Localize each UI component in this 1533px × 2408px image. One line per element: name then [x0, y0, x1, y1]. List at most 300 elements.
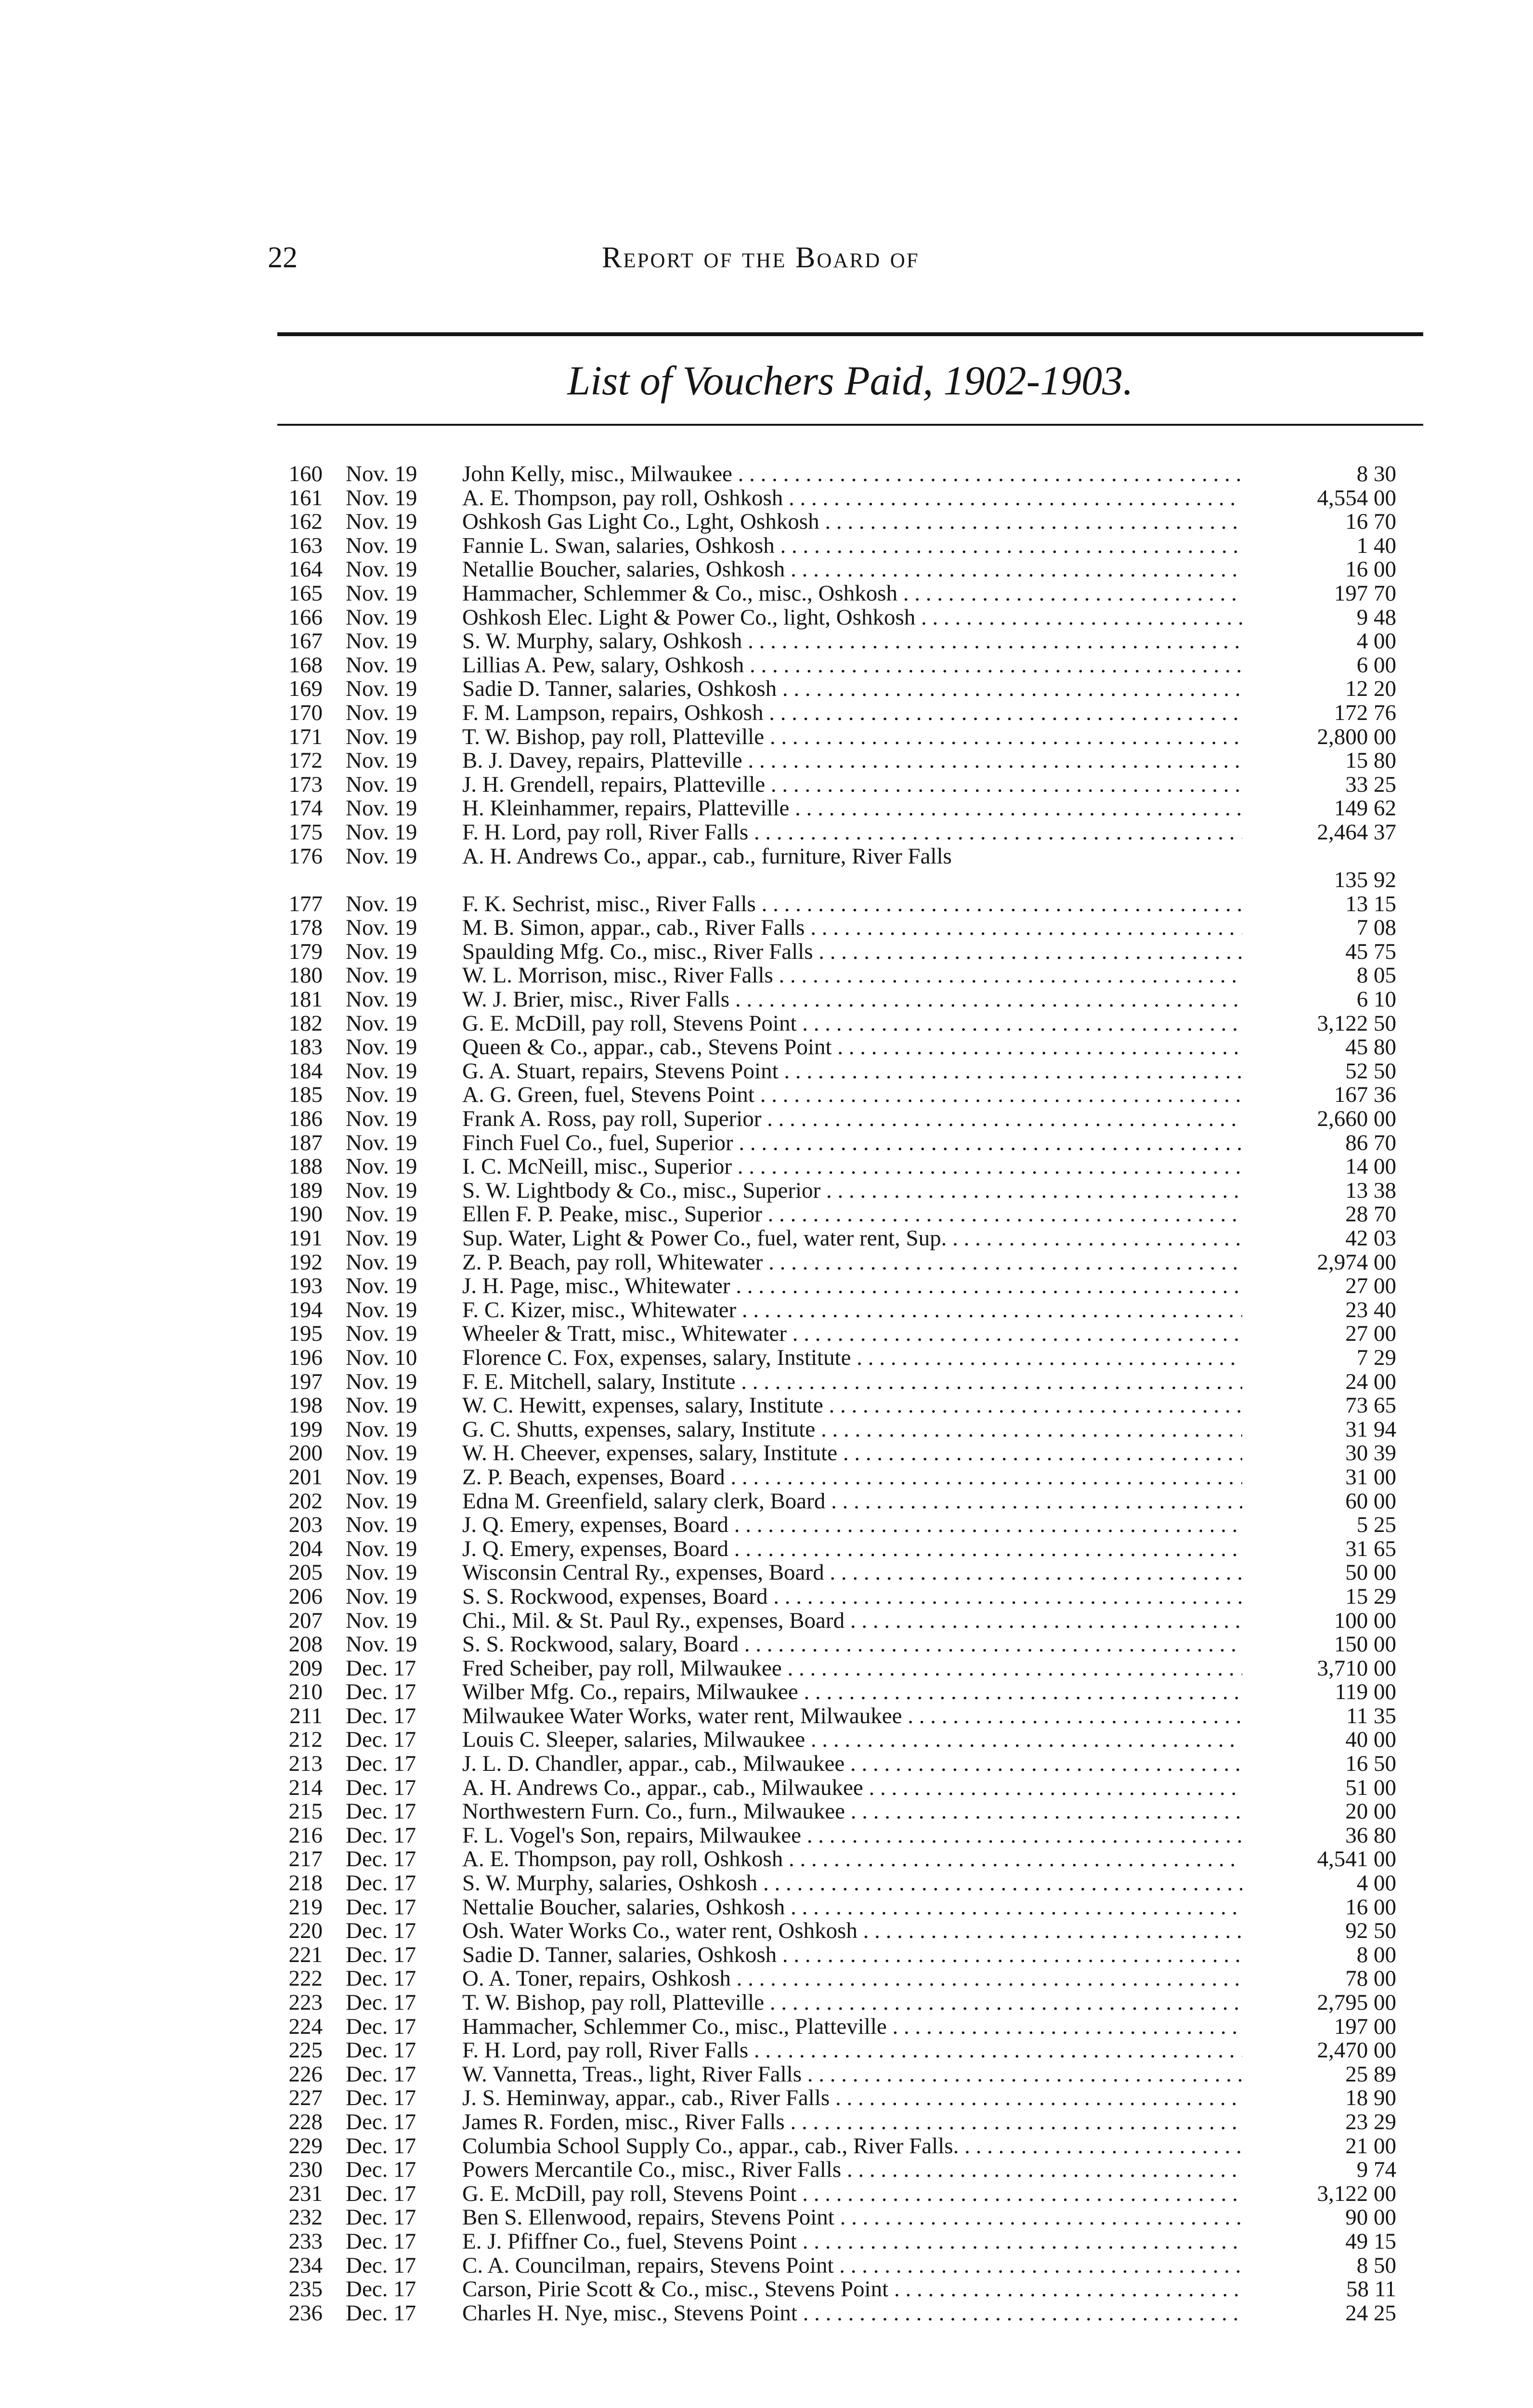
voucher-row — [270, 1131, 1425, 1155]
voucher-description: Z. P. Beach, pay roll, Whitewater . . . — [462, 1251, 1242, 1275]
voucher-number: 192 — [288, 1249, 323, 1275]
voucher-amount: 2,660 00 — [1317, 1106, 1396, 1132]
voucher-amount: 31 65 — [1345, 1536, 1396, 1561]
voucher-amount: 167 36 — [1334, 1082, 1396, 1108]
voucher-number: 188 — [288, 1154, 323, 1179]
voucher-date: Dec. 17 — [346, 1775, 416, 1800]
voucher-description: F. K. Sechrist, misc., River Falls . . . — [462, 892, 1242, 916]
voucher-row — [270, 1561, 1425, 1585]
voucher-date: Nov. 19 — [346, 1536, 417, 1561]
voucher-date: Nov. 19 — [346, 1202, 417, 1227]
voucher-row — [270, 1322, 1425, 1346]
voucher-amount: 45 75 — [1345, 939, 1396, 964]
voucher-row — [270, 2254, 1425, 2278]
voucher-row — [270, 2015, 1425, 2039]
voucher-description: A. E. Thompson, pay roll, Oshkosh . . . — [462, 1847, 1242, 1871]
voucher-row — [270, 1752, 1425, 1776]
voucher-row — [270, 1871, 1425, 1896]
voucher-number: 197 — [288, 1369, 323, 1394]
voucher-date: Dec. 17 — [346, 2157, 416, 2183]
list-title: List of Vouchers Paid, 1902-1903. — [567, 357, 1133, 404]
voucher-number: 200 — [288, 1440, 323, 1466]
voucher-description: E. J. Pfiffner Co., fuel, Stevens Point . . . — [462, 2230, 1242, 2254]
voucher-row — [270, 1991, 1425, 2015]
voucher-description: W. L. Morrison, misc., River Falls . . . — [462, 964, 1242, 988]
voucher-amount: 16 00 — [1345, 557, 1396, 582]
voucher-number: 174 — [288, 796, 323, 821]
voucher-date: Nov. 19 — [346, 987, 417, 1012]
voucher-number: 207 — [288, 1608, 323, 1633]
voucher-description: J. Q. Emery, expenses, Board . . . — [462, 1537, 1242, 1561]
voucher-date: Dec. 17 — [346, 1703, 416, 1728]
voucher-amount: 119 00 — [1335, 1679, 1396, 1705]
voucher-amount: 13 15 — [1345, 891, 1396, 916]
voucher-row — [270, 486, 1425, 510]
voucher-amount: 24 25 — [1345, 2300, 1396, 2326]
voucher-amount: 4 00 — [1356, 628, 1396, 654]
voucher-number: 233 — [288, 2228, 323, 2254]
voucher-date: Nov. 19 — [346, 915, 417, 941]
voucher-amount: 2,800 00 — [1317, 724, 1396, 749]
voucher-date: Nov. 19 — [346, 1273, 417, 1299]
voucher-row — [270, 1035, 1425, 1060]
voucher-row — [270, 462, 1425, 486]
voucher-number: 189 — [288, 1178, 323, 1203]
voucher-number: 193 — [288, 1273, 323, 1299]
voucher-number: 201 — [288, 1464, 323, 1490]
voucher-amount: 18 90 — [1345, 2085, 1396, 2111]
voucher-row — [270, 821, 1425, 845]
voucher-row — [270, 1800, 1425, 1824]
voucher-description: Ellen F. P. Peake, misc., Superior . . . — [462, 1203, 1242, 1227]
voucher-amount: 150 00 — [1334, 1632, 1396, 1657]
voucher-description: Queen & Co., appar., cab., Stevens Point . . . — [462, 1035, 1242, 1060]
voucher-amount: 15 29 — [1345, 1584, 1396, 1609]
voucher-date: Nov. 19 — [346, 1584, 417, 1609]
voucher-description: Powers Mercantile Co., misc., River Falls . . . — [462, 2158, 1242, 2182]
voucher-amount: 31 00 — [1345, 1464, 1396, 1490]
voucher-number: 165 — [288, 580, 323, 606]
voucher-row — [270, 2086, 1425, 2110]
voucher-row — [270, 510, 1425, 534]
voucher-number: 167 — [288, 628, 323, 654]
voucher-number: 219 — [288, 1894, 323, 1920]
voucher-description: Florence C. Fox, expenses, salary, Institute . . . — [462, 1346, 1242, 1370]
voucher-amount: 36 80 — [1345, 1822, 1396, 1848]
voucher-number: 220 — [288, 1918, 323, 1944]
voucher-date: Dec. 17 — [346, 2109, 416, 2134]
voucher-description: G. C. Shutts, expenses, salary, Institute . . . — [462, 1418, 1242, 1442]
voucher-row — [270, 749, 1425, 773]
voucher-amount: 4 00 — [1356, 1871, 1396, 1896]
voucher-description: Z. P. Beach, expenses, Board . . . — [462, 1466, 1242, 1490]
voucher-date: Dec. 17 — [346, 1966, 416, 1991]
voucher-row — [270, 701, 1425, 725]
voucher-amount: 27 00 — [1345, 1321, 1396, 1347]
voucher-date: Dec. 17 — [346, 1894, 416, 1920]
voucher-row — [270, 1824, 1425, 1848]
voucher-number: 214 — [288, 1775, 323, 1800]
voucher-description: Columbia School Supply Co., appar., cab., River Falls. . . . — [462, 2134, 1242, 2159]
voucher-row — [270, 534, 1425, 558]
voucher-date: Nov. 19 — [346, 819, 417, 845]
voucher-date: Nov. 19 — [346, 748, 417, 773]
voucher-description: Wheeler & Tratt, misc., Whitewater . . . — [462, 1322, 1242, 1346]
voucher-date: Nov. 19 — [346, 891, 417, 916]
voucher-date: Dec. 17 — [346, 2038, 416, 2063]
voucher-description: Sadie D. Tanner, salaries, Oshkosh . . . — [462, 677, 1242, 701]
voucher-amount: 52 50 — [1345, 1058, 1396, 1084]
voucher-date: Nov. 19 — [346, 1297, 417, 1322]
voucher-number: 185 — [288, 1082, 323, 1108]
voucher-amount: 45 80 — [1345, 1034, 1396, 1060]
voucher-row — [270, 1943, 1425, 1967]
voucher-amount: 49 15 — [1345, 2228, 1396, 2254]
voucher-row — [270, 2134, 1425, 2159]
voucher-description: S. S. Rockwood, expenses, Board . . . — [462, 1585, 1242, 1609]
voucher-number: 221 — [288, 1942, 323, 1967]
voucher-number: 173 — [288, 772, 323, 797]
voucher-number: 169 — [288, 676, 323, 702]
voucher-number: 184 — [288, 1058, 323, 1084]
voucher-date: Dec. 17 — [346, 1942, 416, 1967]
voucher-date: Nov. 19 — [346, 1034, 417, 1060]
voucher-number: 230 — [288, 2157, 323, 2183]
voucher-description: T. W. Bishop, pay roll, Platteville . . . — [462, 725, 1242, 749]
voucher-date: Dec. 17 — [346, 1751, 416, 1777]
voucher-row — [270, 1585, 1425, 1609]
voucher-description: J. H. Page, misc., Whitewater . . . — [462, 1274, 1242, 1298]
voucher-number: 176 — [288, 843, 323, 869]
voucher-row — [270, 1346, 1425, 1370]
voucher-amount: 16 70 — [1345, 509, 1396, 535]
voucher-number: 162 — [288, 509, 323, 535]
voucher-number: 198 — [288, 1393, 323, 1418]
voucher-amount: 149 62 — [1334, 796, 1396, 821]
voucher-number: 204 — [288, 1536, 323, 1561]
voucher-description: Wilber Mfg. Co., repairs, Milwaukee . . . — [462, 1680, 1242, 1704]
voucher-description: S. W. Murphy, salary, Oshkosh . . . — [462, 629, 1242, 654]
voucher-row — [270, 1179, 1425, 1203]
voucher-number: 164 — [288, 557, 323, 582]
voucher-row — [270, 1657, 1425, 1681]
voucher-number: 211 — [289, 1703, 323, 1728]
voucher-amount: 135 92 — [1334, 867, 1396, 893]
voucher-date: Nov. 19 — [346, 1130, 417, 1155]
voucher-description: F. C. Kizer, misc., Whitewater . . . — [462, 1298, 1242, 1322]
voucher-number: 235 — [288, 2277, 323, 2302]
voucher-amount: 16 00 — [1345, 1894, 1396, 1920]
voucher-number: 210 — [288, 1679, 323, 1705]
voucher-date: Dec. 17 — [346, 2277, 416, 2302]
voucher-amount: 3,122 00 — [1317, 2181, 1396, 2206]
voucher-amount: 8 50 — [1356, 2252, 1396, 2278]
voucher-row — [270, 892, 1425, 916]
voucher-row — [270, 1609, 1425, 1633]
voucher-date: Nov. 19 — [346, 604, 417, 630]
voucher-number: 231 — [288, 2181, 323, 2206]
voucher-row — [270, 1251, 1425, 1275]
voucher-date: Nov. 19 — [346, 843, 417, 869]
voucher-description: Oshkosh Elec. Light & Power Co., light, Oshkosh . . . — [462, 606, 1242, 630]
voucher-number: 218 — [288, 1871, 323, 1896]
voucher-date: Dec. 17 — [346, 1727, 416, 1753]
voucher-amount: 58 11 — [1346, 2277, 1396, 2302]
voucher-number: 229 — [288, 2133, 323, 2159]
voucher-amount: 8 00 — [1356, 1942, 1396, 1967]
voucher-row — [270, 677, 1425, 701]
voucher-row — [270, 916, 1425, 940]
voucher-row — [270, 1633, 1425, 1657]
voucher-number: 225 — [288, 2038, 323, 2063]
voucher-date: Nov. 19 — [346, 1632, 417, 1657]
voucher-amount: 6 10 — [1356, 987, 1396, 1012]
voucher-number: 180 — [288, 963, 323, 988]
voucher-amount: 60 00 — [1345, 1488, 1396, 1514]
voucher-date: Nov. 19 — [346, 557, 417, 582]
voucher-date: Nov. 19 — [346, 1178, 417, 1203]
voucher-number: 222 — [288, 1966, 323, 1991]
voucher-date: Nov. 19 — [346, 1106, 417, 1132]
running-head: Report of the Board of — [602, 241, 920, 274]
voucher-amount: 2,464 37 — [1317, 819, 1396, 845]
voucher-date: Nov. 19 — [346, 1608, 417, 1633]
voucher-description: Spaulding Mfg. Co., misc., River Falls . . . — [462, 940, 1242, 964]
voucher-number: 166 — [288, 604, 323, 630]
voucher-description: Ben S. Ellenwood, repairs, Stevens Point . . . — [462, 2206, 1242, 2230]
voucher-date: Nov. 19 — [346, 580, 417, 606]
voucher-date: Nov. 19 — [346, 724, 417, 749]
voucher-amount: 1 40 — [1356, 533, 1396, 558]
voucher-date: Nov. 19 — [346, 533, 417, 558]
voucher-description: Wisconsin Central Ry., expenses, Board . . . — [462, 1561, 1242, 1585]
voucher-description: O. A. Toner, repairs, Oshkosh . . . — [462, 1967, 1242, 1991]
voucher-number: 212 — [288, 1727, 323, 1753]
voucher-date: Nov. 19 — [346, 461, 417, 486]
voucher-row — [270, 1680, 1425, 1704]
voucher-date: Nov. 19 — [346, 1416, 417, 1442]
voucher-row — [270, 2063, 1425, 2087]
voucher-amount: 4,554 00 — [1317, 485, 1396, 510]
voucher-description: F. L. Vogel's Son, repairs, Milwaukee . . . — [462, 1824, 1242, 1848]
voucher-row — [270, 2158, 1425, 2182]
voucher-description: Edna M. Greenfield, salary clerk, Board . . . — [462, 1490, 1242, 1514]
voucher-amount: 3,710 00 — [1317, 1655, 1396, 1681]
voucher-date: Nov. 19 — [346, 485, 417, 510]
voucher-date: Dec. 17 — [346, 1846, 416, 1872]
voucher-description: Netallie Boucher, salaries, Oshkosh . . . — [462, 558, 1242, 582]
voucher-amount: 9 74 — [1356, 2157, 1396, 2183]
voucher-amount: 42 03 — [1345, 1226, 1396, 1251]
voucher-row — [270, 2206, 1425, 2230]
voucher-amount: 23 40 — [1345, 1297, 1396, 1322]
voucher-description: S. W. Murphy, salaries, Oshkosh . . . — [462, 1871, 1242, 1896]
voucher-row — [270, 1513, 1425, 1537]
header-rule — [277, 332, 1423, 336]
voucher-number: 216 — [288, 1822, 323, 1848]
voucher-number: 236 — [288, 2300, 323, 2326]
voucher-number: 223 — [288, 1990, 323, 2015]
voucher-description: Carson, Pirie Scott & Co., misc., Stevens Point . . . — [462, 2277, 1242, 2302]
voucher-description: Fannie L. Swan, salaries, Oshkosh . . . — [462, 534, 1242, 558]
voucher-date: Nov. 19 — [346, 628, 417, 654]
voucher-number: 234 — [288, 2252, 323, 2278]
voucher-date: Dec. 17 — [346, 1871, 416, 1896]
voucher-description: Sup. Water, Light & Power Co., fuel, water rent, Sup. . . . — [462, 1227, 1242, 1251]
voucher-number: 191 — [288, 1226, 323, 1251]
voucher-date: Dec. 17 — [346, 1822, 416, 1848]
voucher-number: 168 — [288, 652, 323, 678]
voucher-amount: 33 25 — [1345, 772, 1396, 797]
voucher-amount: 86 70 — [1345, 1130, 1396, 1155]
voucher-number: 203 — [288, 1512, 323, 1538]
voucher-date: Dec. 17 — [346, 1918, 416, 1944]
voucher-date: Nov. 19 — [346, 676, 417, 702]
voucher-date: Dec. 17 — [346, 2252, 416, 2278]
voucher-amount: 6 00 — [1356, 652, 1396, 678]
voucher-description: James R. Forden, misc., River Falls . . . — [462, 2110, 1242, 2134]
voucher-amount: 7 29 — [1356, 1345, 1396, 1370]
voucher-row — [270, 1203, 1425, 1227]
voucher-amount: 21 00 — [1345, 2133, 1396, 2159]
voucher-date: Nov. 19 — [346, 1226, 417, 1251]
voucher-description: Frank A. Ross, pay roll, Superior . . . — [462, 1107, 1242, 1131]
voucher-description: Lillias A. Pew, salary, Oshkosh . . . — [462, 654, 1242, 678]
voucher-row — [270, 1418, 1425, 1442]
voucher-amount: 51 00 — [1345, 1775, 1396, 1800]
voucher-number: 179 — [288, 939, 323, 964]
voucher-description: M. B. Simon, appar., cab., River Falls . . . — [462, 916, 1242, 940]
voucher-date: Nov. 19 — [346, 1321, 417, 1347]
voucher-description: F. E. Mitchell, salary, Institute . . . — [462, 1370, 1242, 1394]
voucher-number: 181 — [288, 987, 323, 1012]
voucher-amount: 5 25 — [1356, 1512, 1396, 1538]
voucher-number: 224 — [288, 2014, 323, 2039]
voucher-amount: 90 00 — [1345, 2205, 1396, 2230]
voucher-amount: 13 38 — [1345, 1178, 1396, 1203]
voucher-description: A. E. Thompson, pay roll, Oshkosh . . . — [462, 486, 1242, 510]
voucher-number: 186 — [288, 1106, 323, 1132]
voucher-number: 195 — [288, 1321, 323, 1347]
voucher-description: A. H. Andrews Co., appar., cab., furniture, River Falls — [462, 844, 952, 869]
voucher-date: Nov. 10 — [346, 1345, 417, 1370]
voucher-row — [270, 940, 1425, 964]
voucher-amount: 11 35 — [1346, 1703, 1396, 1728]
voucher-date: Dec. 17 — [346, 1990, 416, 2015]
voucher-amount: 4,541 00 — [1317, 1846, 1396, 1872]
voucher-amount: 9 48 — [1356, 604, 1396, 630]
voucher-amount: 40 00 — [1345, 1727, 1396, 1753]
voucher-description: W. J. Brier, misc., River Falls . . . — [462, 988, 1242, 1012]
voucher-description: W. C. Hewitt, expenses, salary, Institute . . . — [462, 1394, 1242, 1418]
voucher-row — [270, 1847, 1425, 1871]
voucher-description: John Kelly, misc., Milwaukee . . . — [462, 462, 1242, 486]
voucher-row — [270, 606, 1425, 630]
voucher-number: 178 — [288, 915, 323, 941]
voucher-number: 182 — [288, 1010, 323, 1036]
voucher-number: 209 — [288, 1655, 323, 1681]
voucher-date: Dec. 17 — [346, 1655, 416, 1681]
voucher-amount: 14 00 — [1345, 1154, 1396, 1179]
voucher-description: Hammacher, Schlemmer Co., misc., Platteville . . . — [462, 2015, 1242, 2039]
voucher-amount: 197 00 — [1334, 2014, 1396, 2039]
voucher-date: Dec. 17 — [346, 2133, 416, 2159]
voucher-description: Finch Fuel Co., fuel, Superior . . . — [462, 1131, 1242, 1155]
voucher-row — [270, 725, 1425, 749]
voucher-description: F. H. Lord, pay roll, River Falls . . . — [462, 821, 1242, 845]
voucher-description: Chi., Mil. & St. Paul Ry., expenses, Board . . . — [462, 1609, 1242, 1633]
voucher-amount: 8 05 — [1356, 963, 1396, 988]
voucher-row — [270, 1896, 1425, 1920]
voucher-description: Louis C. Sleeper, salaries, Milwaukee . . . — [462, 1728, 1242, 1752]
voucher-number: 196 — [288, 1345, 323, 1370]
voucher-description: G. A. Stuart, repairs, Stevens Point . . . — [462, 1060, 1242, 1084]
voucher-amount: 197 70 — [1334, 580, 1396, 606]
voucher-number: 205 — [288, 1560, 323, 1585]
page-number: 22 — [268, 241, 298, 274]
voucher-date: Nov. 19 — [346, 1369, 417, 1394]
voucher-row — [270, 558, 1425, 582]
voucher-amount: 92 50 — [1345, 1918, 1396, 1944]
voucher-description: H. Kleinhammer, repairs, Platteville . . . — [462, 797, 1242, 821]
voucher-number: 194 — [288, 1297, 323, 1322]
voucher-date: Dec. 17 — [346, 2181, 416, 2206]
voucher-row — [270, 1704, 1425, 1728]
voucher-date: Nov. 19 — [346, 652, 417, 678]
voucher-row — [270, 1227, 1425, 1251]
voucher-date: Dec. 17 — [346, 2205, 416, 2230]
voucher-row — [270, 2230, 1425, 2254]
voucher-row — [270, 1466, 1425, 1490]
voucher-amount: 2,795 00 — [1317, 1990, 1396, 2015]
voucher-description: Nettalie Boucher, salaries, Oshkosh . . . — [462, 1896, 1242, 1920]
voucher-number: 171 — [288, 724, 323, 749]
voucher-description: I. C. McNeill, misc., Superior . . . — [462, 1155, 1242, 1179]
voucher-number: 183 — [288, 1034, 323, 1060]
voucher-amount: 2,470 00 — [1317, 2038, 1396, 2063]
voucher-number: 163 — [288, 533, 323, 558]
voucher-amount: 31 94 — [1345, 1416, 1396, 1442]
voucher-number: 177 — [288, 891, 323, 916]
voucher-description: W. H. Cheever, expenses, salary, Institute . . . — [462, 1441, 1242, 1466]
voucher-row — [270, 582, 1425, 606]
voucher-row — [270, 2302, 1425, 2326]
voucher-row — [270, 1537, 1425, 1561]
voucher-description: Hammacher, Schlemmer & Co., misc., Oshkosh . . . — [462, 582, 1242, 606]
voucher-row — [270, 1776, 1425, 1800]
voucher-row — [270, 1919, 1425, 1943]
voucher-row — [270, 1298, 1425, 1322]
voucher-description: Sadie D. Tanner, salaries, Oshkosh . . . — [462, 1943, 1242, 1967]
voucher-row — [270, 2110, 1425, 2134]
voucher-description: F. M. Lampson, repairs, Oshkosh . . . — [462, 701, 1242, 725]
voucher-date: Nov. 19 — [346, 939, 417, 964]
voucher-date: Nov. 19 — [346, 1249, 417, 1275]
voucher-row — [270, 1107, 1425, 1131]
voucher-number: 160 — [288, 461, 323, 486]
voucher-amount: 3,122 50 — [1317, 1010, 1396, 1036]
voucher-row — [270, 2277, 1425, 2302]
voucher-amount: 7 08 — [1356, 915, 1396, 941]
voucher-row — [270, 2182, 1425, 2206]
voucher-description: Oshkosh Gas Light Co., Lght, Oshkosh . . . — [462, 510, 1242, 534]
voucher-row — [270, 797, 1425, 821]
voucher-date: Dec. 17 — [346, 2085, 416, 2111]
voucher-number: 172 — [288, 748, 323, 773]
voucher-amount: 12 20 — [1345, 676, 1396, 702]
voucher-amount: 23 29 — [1345, 2109, 1396, 2134]
voucher-row — [270, 1083, 1425, 1107]
